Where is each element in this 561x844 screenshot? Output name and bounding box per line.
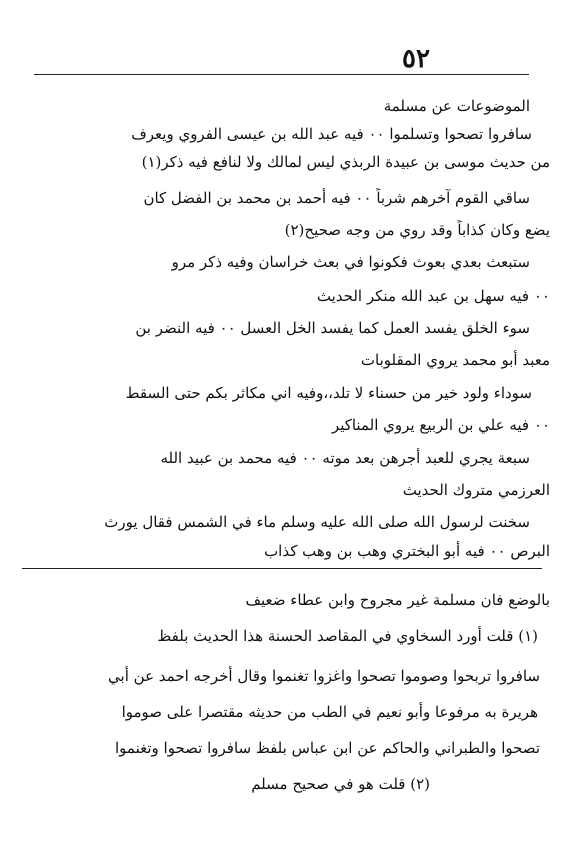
main-text-line: من حديث موسى بن عبيدة الربذي ليس لمالك ولا لنافع فيه ذكر(١)	[141, 153, 550, 171]
main-text-line: العرزمي متروك الحديث	[402, 481, 550, 499]
footnote-line: بالوضع فان مسلمة غير مجروح وابن عطاء ضعيف	[245, 591, 550, 609]
section-heading: الموضوعات عن مسلمة	[383, 97, 530, 115]
footnote-line: سافروا تربحوا وصوموا تصحوا واغزوا تغنموا وقال أخرجه احمد عن أبي	[108, 667, 540, 685]
main-text-line: سبعة يجري للعبد أجرهن بعد موته ٠٠ فيه محمد بن عبيد الله	[160, 449, 530, 467]
header-rule	[34, 74, 529, 75]
main-text-line: سوء الخلق يفسد العمل كما يفسد الخل العسل ٠٠ فيه النضر بن	[135, 319, 530, 337]
main-text-line: سافروا تصحوا وتسلموا ٠٠ فيه عبد الله بن عيسى الفروي ويعرف	[131, 125, 532, 143]
main-text-line: سخنت لرسول الله صلى الله عليه وسلم ماء في الشمس فقال يورث	[104, 513, 530, 531]
main-text-line: البرص ٠٠ فيه أبو البختري وهب بن وهب كذاب	[264, 542, 550, 560]
footnote-line: (٢) قلت هو في صحيح مسلم	[251, 775, 430, 793]
main-text-line: معبد أبو محمد يروي المقلوبات	[360, 351, 550, 369]
main-text-line: ستبعث بعدي بعوث فكونوا في بعث خراسان وفيه ذكر مرو	[171, 253, 530, 271]
footnote-line: هريرة به مرفوعا وأبو نعيم في الطب من حديثه مقتصرا على صوموا	[121, 703, 538, 721]
footnote-line: تصحوا والطبراني والحاكم عن ابن عباس بلفظ سافروا تصحوا وتغنموا	[115, 739, 540, 757]
main-text-line: ساقي القوم آخرهم شرباً ٠٠ فيه أحمد بن محمد بن الفضل كان	[143, 189, 530, 207]
main-text-line: سوداء ولود خير من حسناء لا تلد،،وفيه اني مكاثر بكم حتى السقط	[125, 384, 532, 402]
main-text-line: يضع وكان كذاباً وقد روي من وجه صحيح(٢)	[284, 221, 550, 239]
page-number: ٥٢	[402, 44, 430, 74]
footnote-line: (١) قلت أورد السخاوي في المقاصد الحسنة هذا الحديث بلفظ	[157, 627, 538, 645]
footnote-separator	[22, 568, 542, 569]
main-text-line: ٠٠ فيه علي بن الربيع يروي المناكير	[331, 416, 550, 434]
main-text-line: ٠٠ فيه سهل بن عبد الله منكر الحديث	[316, 287, 550, 305]
